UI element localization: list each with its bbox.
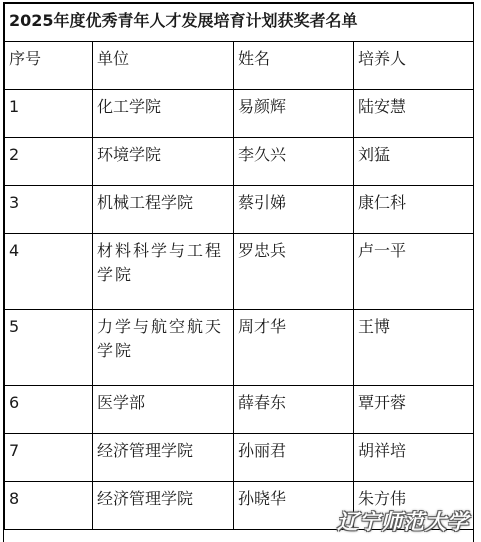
header-row bbox=[5, 42, 475, 90]
title-row bbox=[5, 4, 475, 42]
row-name: 蔡引娣 bbox=[234, 186, 354, 234]
row-number: 4 bbox=[5, 234, 93, 310]
column-header-mentor: 培养人 bbox=[354, 42, 475, 90]
row-unit: 经济管理学院 bbox=[93, 482, 234, 530]
row-unit: 力学与航空航天学院 bbox=[93, 310, 234, 386]
row-name: 周才华 bbox=[234, 310, 354, 386]
row-number: 3 bbox=[5, 186, 93, 234]
row-unit: 机械工程学院 bbox=[93, 186, 234, 234]
row-unit: 经济管理学院 bbox=[93, 434, 234, 482]
row-name: 孙丽君 bbox=[234, 434, 354, 482]
column-header-no: 序号 bbox=[5, 42, 93, 90]
row-number: 2 bbox=[5, 138, 93, 186]
row-number: 5 bbox=[5, 310, 93, 386]
row-name: 李久兴 bbox=[234, 138, 354, 186]
row-unit: 材料科学与工程学院 bbox=[93, 234, 234, 310]
table-row bbox=[5, 186, 475, 234]
column-header-name: 姓名 bbox=[234, 42, 354, 90]
table-row bbox=[5, 310, 475, 386]
table-row bbox=[5, 234, 475, 310]
row-name: 罗忠兵 bbox=[234, 234, 354, 310]
row-number: 6 bbox=[5, 386, 93, 434]
awardee-table bbox=[4, 3, 474, 530]
watermark-logo-text: 辽宁师范大学 bbox=[337, 510, 469, 534]
row-mentor: 刘猛 bbox=[354, 138, 475, 186]
row-number: 7 bbox=[5, 434, 93, 482]
table-row bbox=[5, 138, 475, 186]
column-header-unit: 单位 bbox=[93, 42, 234, 90]
row-unit: 环境学院 bbox=[93, 138, 234, 186]
table-title: 2025年度优秀青年人才发展培育计划获奖者名单 bbox=[5, 4, 475, 42]
row-unit: 化工学院 bbox=[93, 90, 234, 138]
row-name: 孙晓华 bbox=[234, 482, 354, 530]
document-sheet bbox=[3, 2, 474, 542]
row-name: 易颜辉 bbox=[234, 90, 354, 138]
row-mentor: 王博 bbox=[354, 310, 475, 386]
row-mentor: 胡祥培 bbox=[354, 434, 475, 482]
row-mentor: 卢一平 bbox=[354, 234, 475, 310]
row-name: 薛春东 bbox=[234, 386, 354, 434]
table-row bbox=[5, 90, 475, 138]
row-mentor: 覃开蓉 bbox=[354, 386, 475, 434]
row-number: 8 bbox=[5, 482, 93, 530]
row-mentor: 康仁科 bbox=[354, 186, 475, 234]
row-mentor: 朱方伟 bbox=[354, 482, 475, 530]
row-unit: 医学部 bbox=[93, 386, 234, 434]
row-number: 1 bbox=[5, 90, 93, 138]
table-row bbox=[5, 434, 475, 482]
table-row bbox=[5, 386, 475, 434]
row-mentor: 陆安慧 bbox=[354, 90, 475, 138]
